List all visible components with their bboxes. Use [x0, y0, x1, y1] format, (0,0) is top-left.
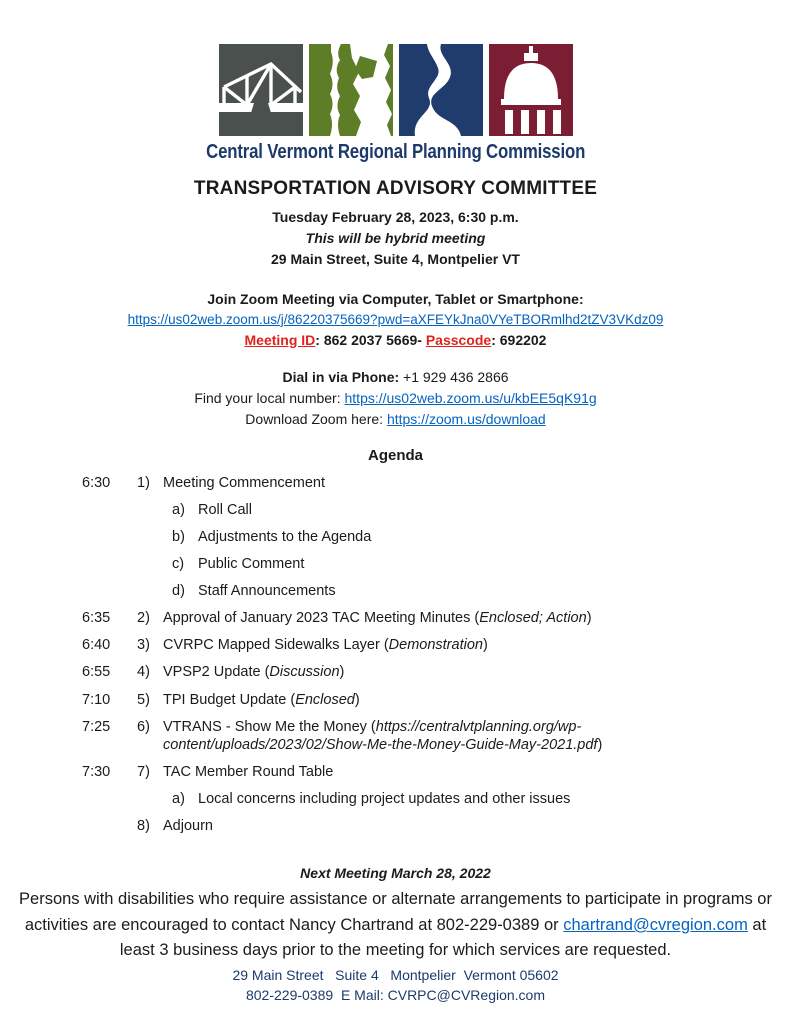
logo-panels	[0, 44, 791, 136]
agenda-text: TPI Budget Update (Enclosed)	[163, 691, 360, 708]
agenda-number: 2)	[137, 610, 150, 627]
bridge-icon	[219, 44, 303, 136]
local-number-label: Find your local number:	[194, 390, 345, 407]
meeting-id-label: Meeting ID	[244, 331, 316, 348]
meeting-datetime: Tuesday February 28, 2023, 6:30 p.m.	[272, 209, 519, 225]
agenda-item-7	[0, 763, 791, 808]
join-zoom-heading: Join Zoom Meeting via Computer, Tablet or Smartphone:	[207, 291, 584, 307]
footer-contact: 802-229-0389 E Mail: CVRPC@CVRegion.com	[245, 987, 545, 1004]
road-icon	[399, 44, 483, 136]
vermont-state-icon	[309, 44, 393, 136]
agenda-text: VPSP2 Update (Discussion)	[163, 664, 345, 681]
agenda-time: 6:55	[82, 664, 111, 681]
agenda-item-1	[0, 474, 791, 601]
download-zoom-link[interactable]: https://zoom.us/download	[386, 410, 546, 427]
agenda-number: 1)	[137, 474, 150, 491]
agenda-item-2	[0, 609, 791, 627]
next-meeting-note: Next Meeting March 28, 2022	[300, 865, 491, 882]
local-number-link[interactable]: https://us02web.zoom.us/u/kbEE5qK91g	[344, 390, 597, 407]
agenda-text: Adjourn	[163, 818, 213, 835]
agenda-subitem: a) Roll Call	[172, 501, 252, 518]
agenda-subitem: d) Staff Announcements	[172, 583, 336, 600]
agenda-subitem: c) Public Comment	[172, 555, 305, 572]
dial-info	[0, 367, 791, 429]
org-name: Central Vermont Regional Planning Commission	[205, 141, 586, 163]
agenda-text: TAC Member Round Table	[163, 763, 334, 780]
agenda-number: 7)	[137, 763, 150, 780]
agenda-text: CVRPC Mapped Sidewalks Layer (Demonstration)	[163, 637, 488, 654]
agenda-time: 6:40	[82, 637, 111, 654]
chartrand-email-link[interactable]: chartrand@cvregion.com	[563, 915, 748, 934]
agenda-time: 7:10	[82, 691, 111, 708]
hybrid-note: This will be hybrid meeting	[305, 230, 486, 246]
agenda-item-6	[0, 718, 791, 754]
agenda-item-3	[0, 636, 791, 654]
agenda-subitem: a) Local concerns including project updates and other issues	[172, 791, 571, 808]
agenda-text: Approval of January 2023 TAC Meeting Minutes (Enclosed; Action)	[163, 610, 592, 627]
agenda-number: 5)	[137, 691, 150, 708]
footer-address: 29 Main Street Suite 4 Montpelier Vermont 05602	[232, 967, 559, 983]
page-title: TRANSPORTATION ADVISORY COMMITTEE	[193, 178, 598, 199]
agenda-number: 8)	[137, 818, 150, 835]
agenda-item-8	[0, 817, 791, 835]
meeting-address: 29 Main Street, Suite 4, Montpelier VT	[271, 251, 520, 267]
agenda-time: 7:25	[82, 718, 111, 735]
agenda-text: VTRANS - Show Me the Money (https://centralvtplanning.org/wp-content/uploads/2023/02/Show-Me-the-Money-Guide-May-2021.pdf)	[163, 718, 603, 753]
passcode-value: : 692202	[491, 331, 547, 348]
agenda-number: 3)	[137, 637, 150, 654]
agenda-time: 6:30	[82, 474, 111, 491]
cvrpc-logo	[0, 0, 791, 164]
agenda-item-5	[0, 691, 791, 709]
agenda-time: 6:35	[82, 610, 111, 627]
zoom-meeting-link[interactable]: https://us02web.zoom.us/j/86220375669?pwd=aXFEYkJna0VYeTBORmlhd2tZV3VKdz09	[127, 311, 664, 327]
agenda-time: 7:30	[82, 763, 111, 780]
agenda-item-4	[0, 663, 791, 681]
passcode-label: Passcode	[425, 331, 492, 348]
download-zoom-label: Download Zoom here:	[245, 410, 387, 427]
accessibility-notice: Persons with disabilities who require assistance or alternate arrangements to participate in programs or activities are encouraged to contact Nancy Chartrand at 802-229-0389 or chartrand@cvregion.com at least 3 business days prior to the meeting for which services are requested.	[19, 890, 772, 960]
zoom-info	[0, 289, 791, 350]
agenda-time	[82, 817, 137, 835]
agenda	[0, 447, 791, 836]
meeting-id-value: : 862 2037 5669-	[315, 331, 426, 348]
agenda-number: 6)	[137, 718, 150, 735]
agenda-number: 4)	[137, 664, 150, 681]
agenda-text: Meeting Commencement	[163, 474, 325, 491]
dial-in-number: +1 929 436 2866	[399, 369, 509, 386]
title-block	[0, 178, 791, 270]
agenda-heading: Agenda	[367, 446, 423, 464]
dial-in-label: Dial in via Phone:	[282, 369, 400, 386]
agenda-subitem: b) Adjustments to the Agenda	[172, 528, 372, 545]
capitol-dome-icon	[489, 44, 573, 136]
